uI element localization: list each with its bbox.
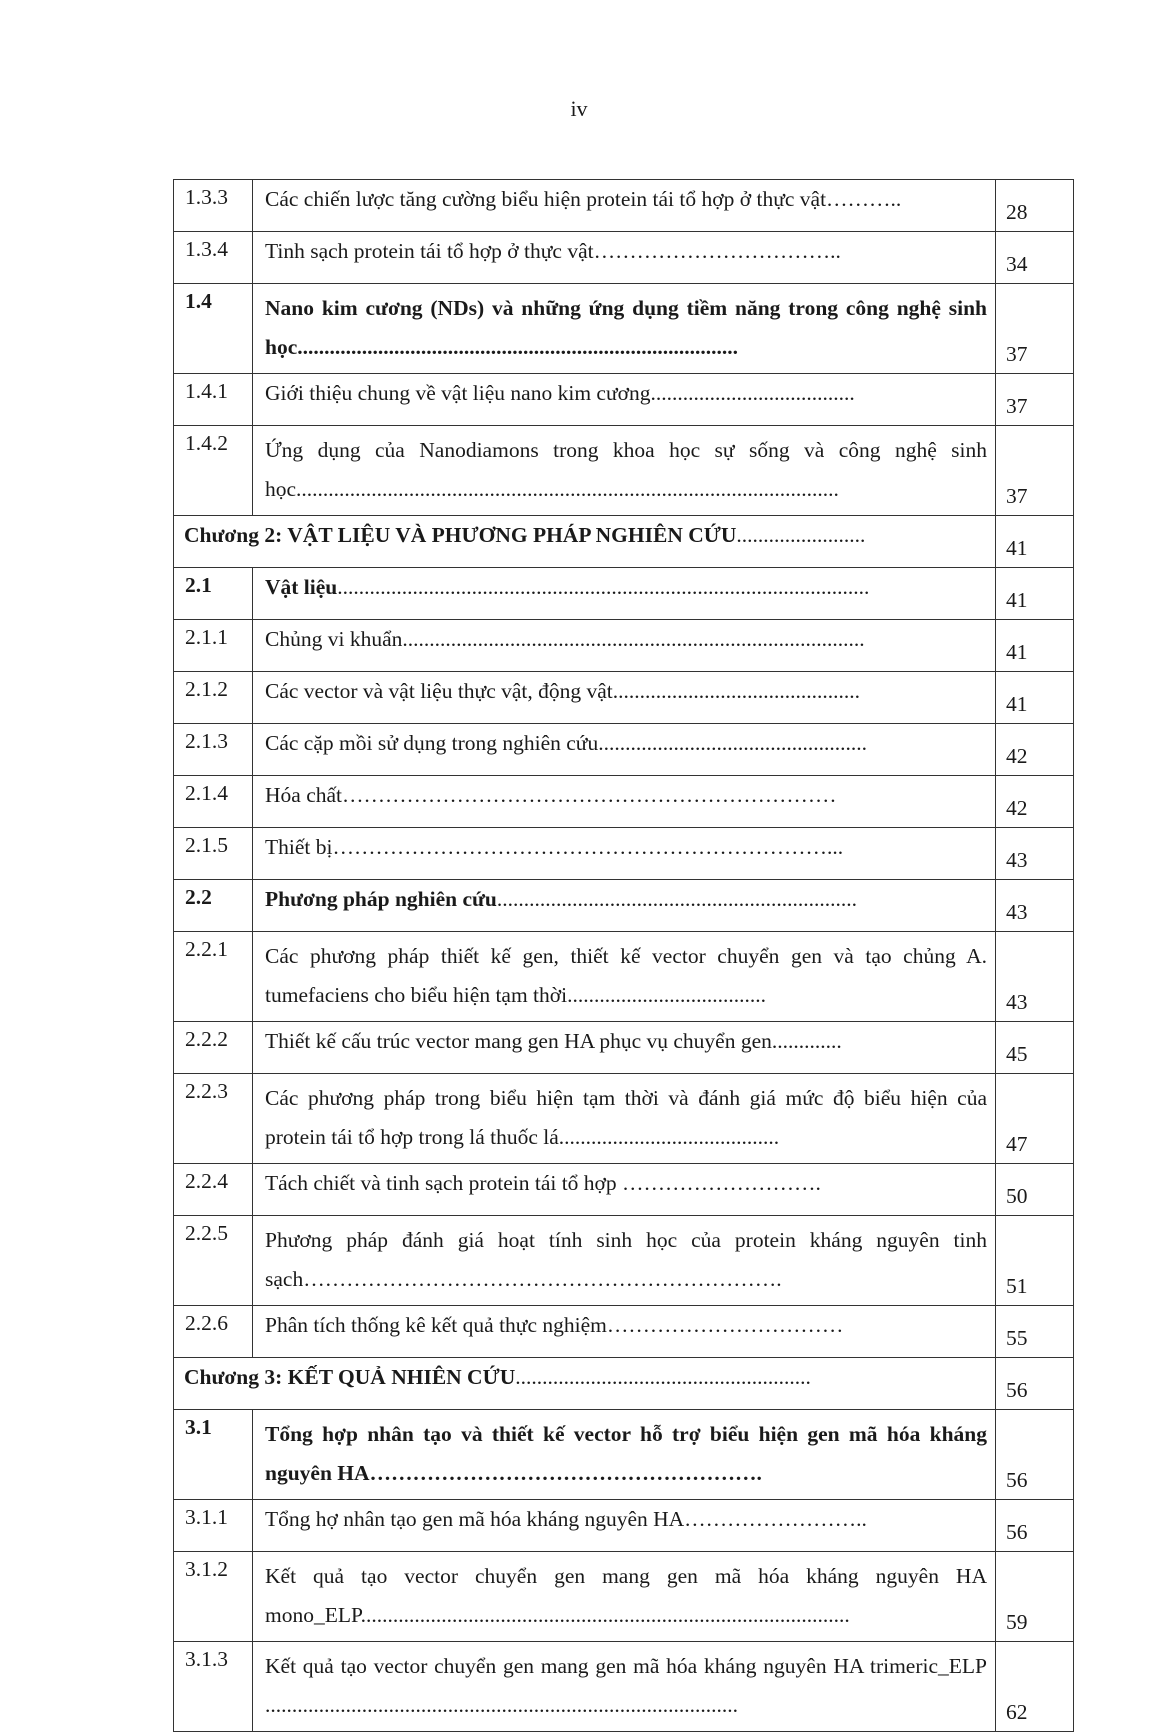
toc-page-number: 41 [996,620,1074,672]
toc-row [174,426,1074,516]
toc-section-number: 1.3.4 [174,232,253,284]
toc-section-number: 3.1.2 [174,1552,253,1642]
toc-page-number: 45 [996,1022,1074,1074]
toc-row [174,932,1074,1022]
toc-section-title: Hóa chất…………………………………………………………… [253,776,996,828]
toc-chapter-title: Chương 2: VẬT LIỆU VÀ PHƯƠNG PHÁP NGHIÊN CỨU........................ [174,516,996,568]
toc-page-number: 51 [996,1216,1074,1306]
toc-page-number: 37 [996,284,1074,374]
toc-row [174,1358,1074,1410]
toc-section-number: 2.1 [174,568,253,620]
toc-section-number: 1.3.3 [174,180,253,232]
toc-page-number: 47 [996,1074,1074,1164]
toc-section-title: Ứng dụng của Nanodiamons trong khoa học sự sống và công nghệ sinh học..................................................................................................... [253,426,996,516]
toc-section-number: 2.1.2 [174,672,253,724]
toc-row [174,1216,1074,1306]
toc-section-title: Nano kim cương (NDs) và những ứng dụng tiềm năng trong công nghệ sinh học.................................................................................. [253,284,996,374]
toc-section-title: Tổng hợ nhân tạo gen mã hóa kháng nguyên HA…………………….. [253,1500,996,1552]
toc-section-title: Tổng hợp nhân tạo và thiết kế vector hỗ trợ biểu hiện gen mã hóa kháng nguyên HA………………………………………………. [253,1410,996,1500]
toc-page-number: 43 [996,932,1074,1022]
toc-section-number: 2.1.3 [174,724,253,776]
toc-page-number: 62 [996,1642,1074,1732]
toc-page-number: 37 [996,374,1074,426]
toc-row [174,620,1074,672]
toc-section-title: Các cặp mồi sử dụng trong nghiên cứu.................................................. [253,724,996,776]
toc-row [174,724,1074,776]
toc-section-number: 2.2 [174,880,253,932]
toc-section-number: 1.4.2 [174,426,253,516]
toc-section-title: Vật liệu................................................................................................... [253,568,996,620]
toc-row [174,374,1074,426]
toc-page-number: 42 [996,724,1074,776]
toc-section-number: 2.1.4 [174,776,253,828]
toc-page-number: 42 [996,776,1074,828]
toc-section-number: 2.2.6 [174,1306,253,1358]
toc-row [174,516,1074,568]
toc-row [174,776,1074,828]
toc-page-number: 41 [996,568,1074,620]
toc-row [174,1306,1074,1358]
toc-section-number: 3.1 [174,1410,253,1500]
toc-row [174,1642,1074,1732]
toc-section-number: 2.2.1 [174,932,253,1022]
toc-section-title: Phân tích thống kê kết quả thực nghiệm…………………………… [253,1306,996,1358]
toc-section-number: 3.1.1 [174,1500,253,1552]
toc-section-number: 1.4.1 [174,374,253,426]
toc-section-title: Các phương pháp trong biểu hiện tạm thời và đánh giá mức độ biểu hiện của protein tái tổ hợp trong lá thuốc lá......................................... [253,1074,996,1164]
toc-row [174,828,1074,880]
toc-section-title: Thiết kế cấu trúc vector mang gen HA phục vụ chuyển gen............. [253,1022,996,1074]
toc-section-number: 2.2.3 [174,1074,253,1164]
toc-row [174,180,1074,232]
toc-page-number: 43 [996,880,1074,932]
toc-row [174,1410,1074,1500]
toc-page-number: 28 [996,180,1074,232]
toc-page-number: 41 [996,516,1074,568]
toc-section-title: Phương pháp nghiên cứu................................................................... [253,880,996,932]
toc-page-number: 37 [996,426,1074,516]
toc-page-number: 43 [996,828,1074,880]
toc-section-number: 1.4 [174,284,253,374]
toc-chapter-title: Chương 3: KẾT QUẢ NHIÊN CỨU....................................................... [174,1358,996,1410]
toc-page-number: 55 [996,1306,1074,1358]
toc-section-number: 2.2.4 [174,1164,253,1216]
toc-section-title: Các vector và vật liệu thực vật, động vật.............................................. [253,672,996,724]
toc-section-title: Giới thiệu chung về vật liệu nano kim cương...................................... [253,374,996,426]
toc-row [174,1500,1074,1552]
toc-section-number: 2.2.5 [174,1216,253,1306]
toc-row [174,1164,1074,1216]
toc-section-title: Phương pháp đánh giá hoạt tính sinh học của protein kháng nguyên tinh sạch…………………………………………………………. [253,1216,996,1306]
toc-row [174,880,1074,932]
toc-section-title: Kết quả tạo vector chuyển gen mang gen mã hóa kháng nguyên HA trimeric_ELP ........................................................................................ [253,1642,996,1732]
toc-section-number: 2.1.1 [174,620,253,672]
toc-row [174,232,1074,284]
toc-section-number: 3.1.3 [174,1642,253,1732]
table-of-contents [173,179,1074,1732]
toc-page-number: 59 [996,1552,1074,1642]
toc-page-number: 41 [996,672,1074,724]
toc-page-number: 34 [996,232,1074,284]
toc-section-title: Kết quả tạo vector chuyển gen mang gen mã hóa kháng nguyên HA mono_ELP........................................................................................... [253,1552,996,1642]
toc-row [174,568,1074,620]
toc-row [174,1552,1074,1642]
toc-row [174,672,1074,724]
toc-row [174,1022,1074,1074]
page-number: iv [570,96,588,121]
toc-page-number: 56 [996,1358,1074,1410]
toc-section-title: Các chiến lược tăng cường biểu hiện protein tái tổ hợp ở thực vật……….. [253,180,996,232]
toc-section-title: Các phương pháp thiết kế gen, thiết kế vector chuyển gen và tạo chủng A. tumefaciens cho biểu hiện tạm thời..................................... [253,932,996,1022]
toc-section-title: Tách chiết và tinh sạch protein tái tổ hợp ………………………. [253,1164,996,1216]
toc-page-number: 56 [996,1500,1074,1552]
toc-section-title: Tinh sạch protein tái tổ hợp ở thực vật…………………………….. [253,232,996,284]
toc-section-title: Thiết bị……………………………………………………………... [253,828,996,880]
toc-row [174,284,1074,374]
toc-page-number: 56 [996,1410,1074,1500]
toc-page-number: 50 [996,1164,1074,1216]
toc-section-number: 2.2.2 [174,1022,253,1074]
toc-section-number: 2.1.5 [174,828,253,880]
toc-row [174,1074,1074,1164]
toc-section-title: Chủng vi khuẩn...................................................................................... [253,620,996,672]
